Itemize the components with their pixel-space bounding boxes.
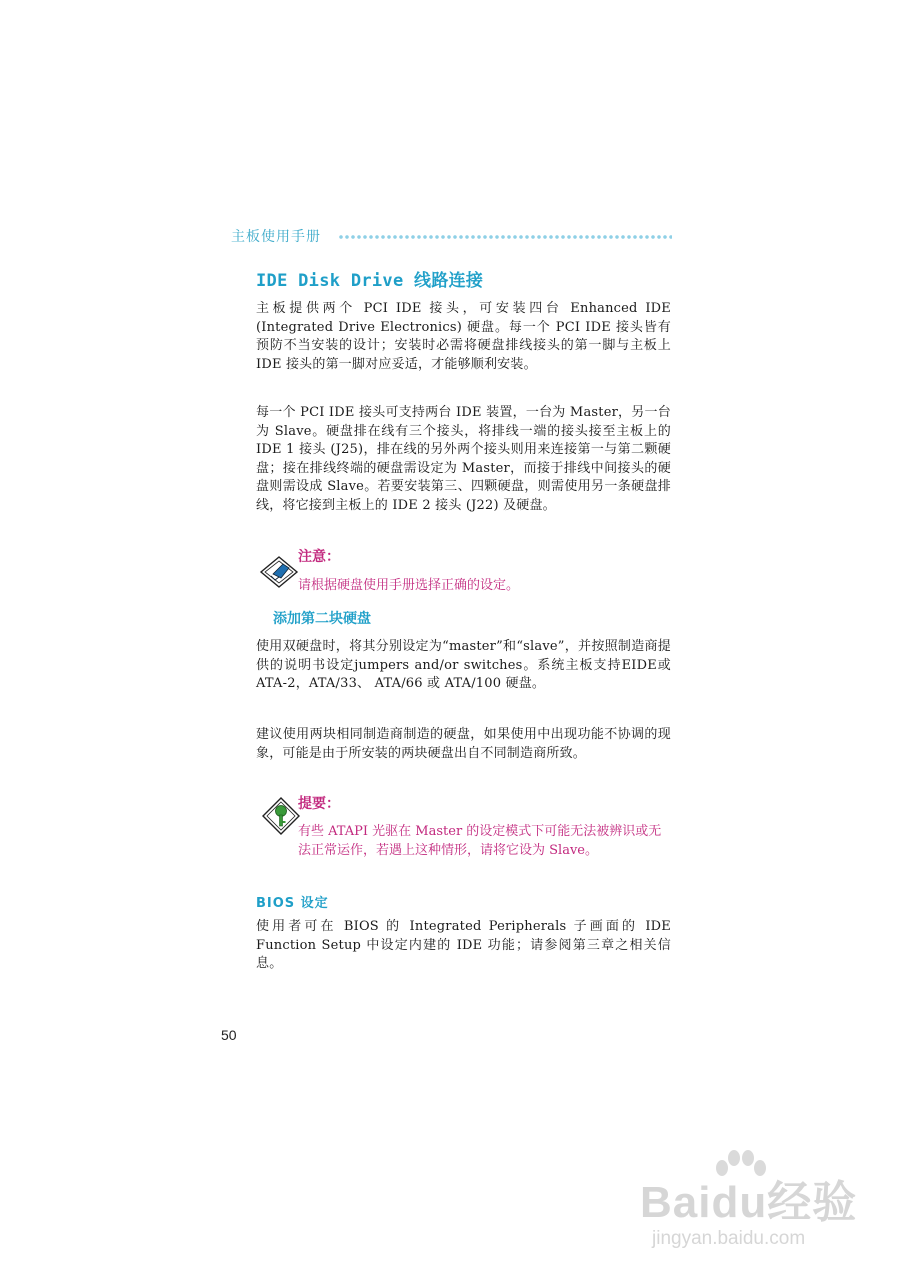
- paragraph-ide-connectors: 主板提供两个 PCI IDE 接头，可安装四台 Enhanced IDE (Integrated Drive Electronics) 硬盘。每一个 PCI IDE 接头皆有预防不当安装的设计；安装时必需将硬盘排线接头的第一脚与主板上 IDE 接头的第一脚对应妥适，才能够顺利安装。: [256, 301, 671, 372]
- header-label: 主板使用手册: [231, 229, 321, 245]
- subhead-bios: BIOS 设定: [256, 896, 329, 911]
- note-icon: [259, 554, 299, 590]
- tip-icon: [261, 796, 301, 836]
- watermark-url: jingyan.baidu.com: [652, 1228, 806, 1249]
- paragraph-bios: 使用者可在 BIOS 的 Integrated Peripherals 子画面的 IDE Function Setup 中设定内建的 IDE 功能；请参阅第三章之相关信息。: [256, 919, 671, 971]
- tip-title: 提要：: [298, 796, 340, 812]
- tip-text: 有些 ATAPI 光驱在 Master 的设定模式下可能无法被辨识或无法正常运作，若遇上这种情形，请将它设为 Slave。: [298, 824, 662, 858]
- watermark: [640, 1148, 860, 1258]
- note-text: 请根据硬盘使用手册选择正确的设定。: [298, 578, 520, 593]
- subhead-second-disk: 添加第二块硬盘: [273, 611, 371, 627]
- paragraph-dual-disk: 使用双硬盘时，将其分别设定为“master”和“slave”，并按照制造商提供的说明书设定jumpers and/or switches。系统主板支持EIDE或ATA-2，ATA/33、 ATA/66 或 ATA/100 硬盘。: [256, 639, 671, 691]
- page-number: 50: [221, 1027, 237, 1043]
- watermark-logo: Baidu经验: [640, 1178, 858, 1227]
- paragraph-same-manufacturer: 建议使用两块相同制造商制造的硬盘，如果使用中出现功能不协调的现象，可能是由于所安装的两块硬盘出自不同制造商所致。: [256, 727, 671, 761]
- paragraph-master-slave: 每一个 PCI IDE 接头可支持两台 IDE 装置，一台为 Master，另一台为 Slave。硬盘排在线有三个接头，将排线一端的接头接至主板上的 IDE 1 接头 (J25)，排在线的另外两个接头则用来连接第一与第二颗硬盘；接在排线终端的硬盘需设定为 Master，而接于排线中间接头的硬盘则需设成 Slave。若要安装第三、四颗硬盘，则需使用另一条硬盘排线，将它接到主板上的 IDE 2 接头 (J22) 及硬盘。: [256, 405, 671, 513]
- section-title: IDE Disk Drive 线路连接: [256, 271, 484, 291]
- note-title: 注意：: [298, 549, 340, 565]
- header-dotted-rule: [338, 234, 672, 240]
